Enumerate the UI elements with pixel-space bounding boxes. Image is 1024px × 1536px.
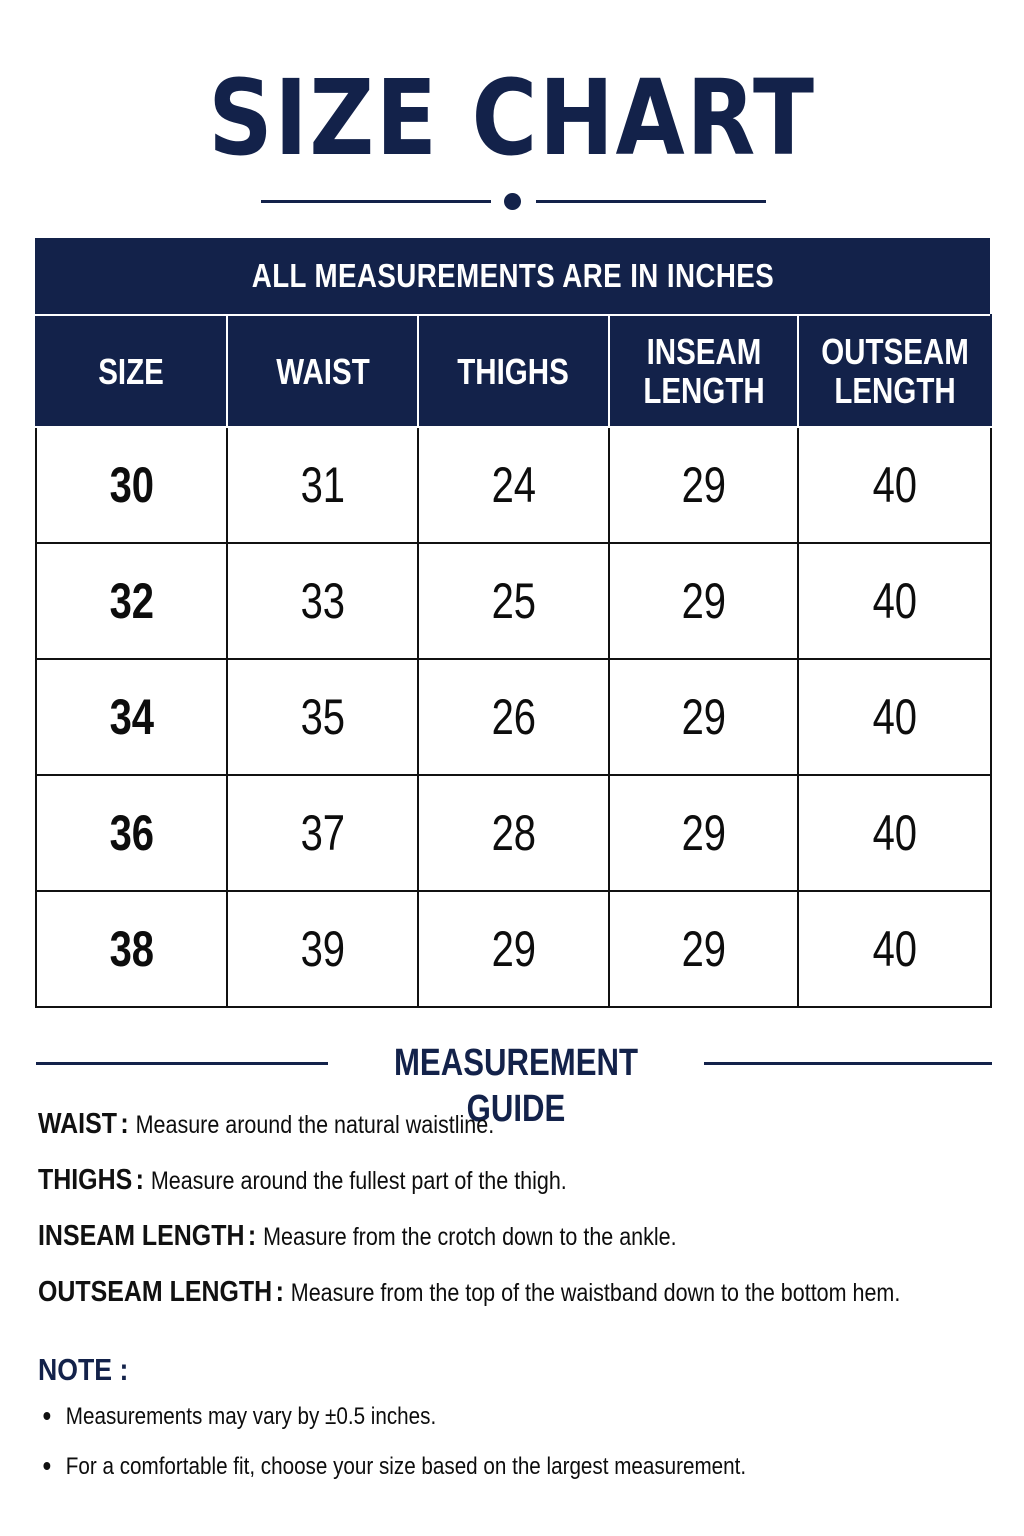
note-label: NOTE : bbox=[38, 1352, 129, 1387]
measurement-cell bbox=[798, 427, 991, 543]
guide-item-label: WAIST bbox=[38, 1108, 117, 1140]
column-header-label: SIZE bbox=[98, 350, 165, 392]
table-banner-text: ALL MEASUREMENTS ARE IN INCHES bbox=[251, 257, 774, 294]
measurement-cell bbox=[798, 775, 991, 891]
column-header bbox=[36, 315, 227, 427]
cell-value: 40 bbox=[872, 689, 917, 745]
guide-title-text: MEASUREMENT GUIDE bbox=[393, 1042, 639, 1130]
cell-value: 24 bbox=[491, 457, 536, 513]
title-divider-dot bbox=[504, 193, 521, 210]
note-item-text: Measurements may vary by ±0.5 inches. bbox=[65, 1403, 437, 1430]
cell-value: 29 bbox=[681, 457, 726, 513]
cell-value: 25 bbox=[491, 573, 536, 629]
size-cell bbox=[36, 427, 227, 543]
table-banner bbox=[35, 238, 990, 314]
measurement-cell bbox=[227, 543, 418, 659]
cell-value: 29 bbox=[681, 573, 726, 629]
guide-item-label: INSEAM LENGTH bbox=[38, 1220, 245, 1252]
table-header-row bbox=[36, 315, 991, 427]
cell-value: 29 bbox=[491, 921, 536, 977]
column-header bbox=[798, 315, 991, 427]
guide-item-colon: : bbox=[120, 1108, 129, 1140]
title-divider-right bbox=[536, 200, 766, 203]
cell-value: 40 bbox=[872, 573, 917, 629]
measurement-cell bbox=[798, 659, 991, 775]
size-table bbox=[35, 314, 992, 1008]
measurement-cell bbox=[609, 891, 798, 1007]
cell-value: 29 bbox=[681, 921, 726, 977]
column-header-label: THIGHS bbox=[457, 350, 570, 392]
guide-item-text: Measure around the natural waistline. bbox=[135, 1111, 495, 1139]
measurement-cell bbox=[227, 775, 418, 891]
table-body bbox=[36, 427, 991, 1007]
cell-value: 40 bbox=[872, 805, 917, 861]
guide-item-label: THIGHS bbox=[38, 1164, 133, 1196]
cell-value: 32 bbox=[109, 573, 154, 629]
measurement-cell bbox=[418, 775, 609, 891]
guide-item bbox=[38, 1214, 864, 1270]
measurement-cell bbox=[609, 775, 798, 891]
cell-value: 40 bbox=[872, 457, 917, 513]
column-header-label: WAIST bbox=[275, 350, 370, 392]
guide-item-colon: : bbox=[135, 1164, 144, 1196]
guide-item-colon: : bbox=[247, 1220, 257, 1252]
table-row bbox=[36, 659, 991, 775]
cell-value: 33 bbox=[300, 573, 345, 629]
measurement-cell bbox=[418, 659, 609, 775]
cell-value: 29 bbox=[681, 689, 726, 745]
table-row bbox=[36, 427, 991, 543]
column-header-label: INSEAM LENGTH bbox=[642, 331, 765, 411]
cell-value: 40 bbox=[872, 921, 917, 977]
cell-value: 37 bbox=[300, 805, 345, 861]
cell-value: 35 bbox=[300, 689, 345, 745]
table-row bbox=[36, 891, 991, 1007]
size-cell bbox=[36, 891, 227, 1007]
measurement-cell bbox=[227, 659, 418, 775]
measurement-guide-list bbox=[38, 1102, 998, 1326]
measurement-cell bbox=[609, 427, 798, 543]
table-row bbox=[36, 543, 991, 659]
measurement-cell bbox=[418, 543, 609, 659]
note-item bbox=[40, 1446, 866, 1496]
cell-value: 31 bbox=[300, 457, 345, 513]
column-header bbox=[609, 315, 798, 427]
cell-value: 30 bbox=[109, 457, 154, 513]
size-cell bbox=[36, 543, 227, 659]
note-item bbox=[40, 1396, 866, 1446]
guide-item bbox=[38, 1270, 901, 1326]
guide-item-text: Measure around the fullest part of the thigh. bbox=[150, 1167, 567, 1195]
guide-item bbox=[38, 1158, 864, 1214]
measurement-cell bbox=[798, 891, 991, 1007]
size-table-container bbox=[35, 238, 990, 1008]
guide-divider-right bbox=[704, 1062, 992, 1065]
measurement-cell bbox=[227, 427, 418, 543]
guide-item bbox=[38, 1102, 864, 1158]
measurement-cell bbox=[227, 891, 418, 1007]
cell-value: 29 bbox=[681, 805, 726, 861]
cell-value: 26 bbox=[491, 689, 536, 745]
size-cell bbox=[36, 659, 227, 775]
measurement-cell bbox=[418, 891, 609, 1007]
guide-divider-left bbox=[36, 1062, 328, 1065]
column-header-label: OUTSEAM LENGTH bbox=[820, 331, 969, 411]
measurement-cell bbox=[418, 427, 609, 543]
size-cell bbox=[36, 775, 227, 891]
note-list bbox=[40, 1396, 1000, 1496]
measurement-cell bbox=[798, 543, 991, 659]
guide-item-colon: : bbox=[275, 1276, 284, 1308]
title-divider-left bbox=[261, 200, 491, 203]
guide-item-text: Measure from the crotch down to the ankle. bbox=[263, 1223, 677, 1251]
column-header bbox=[418, 315, 609, 427]
cell-value: 38 bbox=[109, 921, 154, 977]
table-row bbox=[36, 775, 991, 891]
cell-value: 36 bbox=[109, 805, 154, 861]
cell-value: 34 bbox=[109, 689, 154, 745]
bullet-icon bbox=[43, 1462, 50, 1470]
note-item-text: For a comfortable fit, choose your size based on the largest measurement. bbox=[65, 1453, 747, 1480]
bullet-icon bbox=[43, 1412, 50, 1420]
guide-item-label: OUTSEAM LENGTH bbox=[38, 1276, 273, 1308]
measurement-cell bbox=[609, 659, 798, 775]
cell-value: 39 bbox=[300, 921, 345, 977]
column-header bbox=[227, 315, 418, 427]
cell-value: 28 bbox=[491, 805, 536, 861]
measurement-cell bbox=[609, 543, 798, 659]
page-title: SIZE CHART bbox=[208, 57, 816, 179]
guide-item-text: Measure from the top of the waistband down to the bottom hem. bbox=[290, 1279, 901, 1307]
